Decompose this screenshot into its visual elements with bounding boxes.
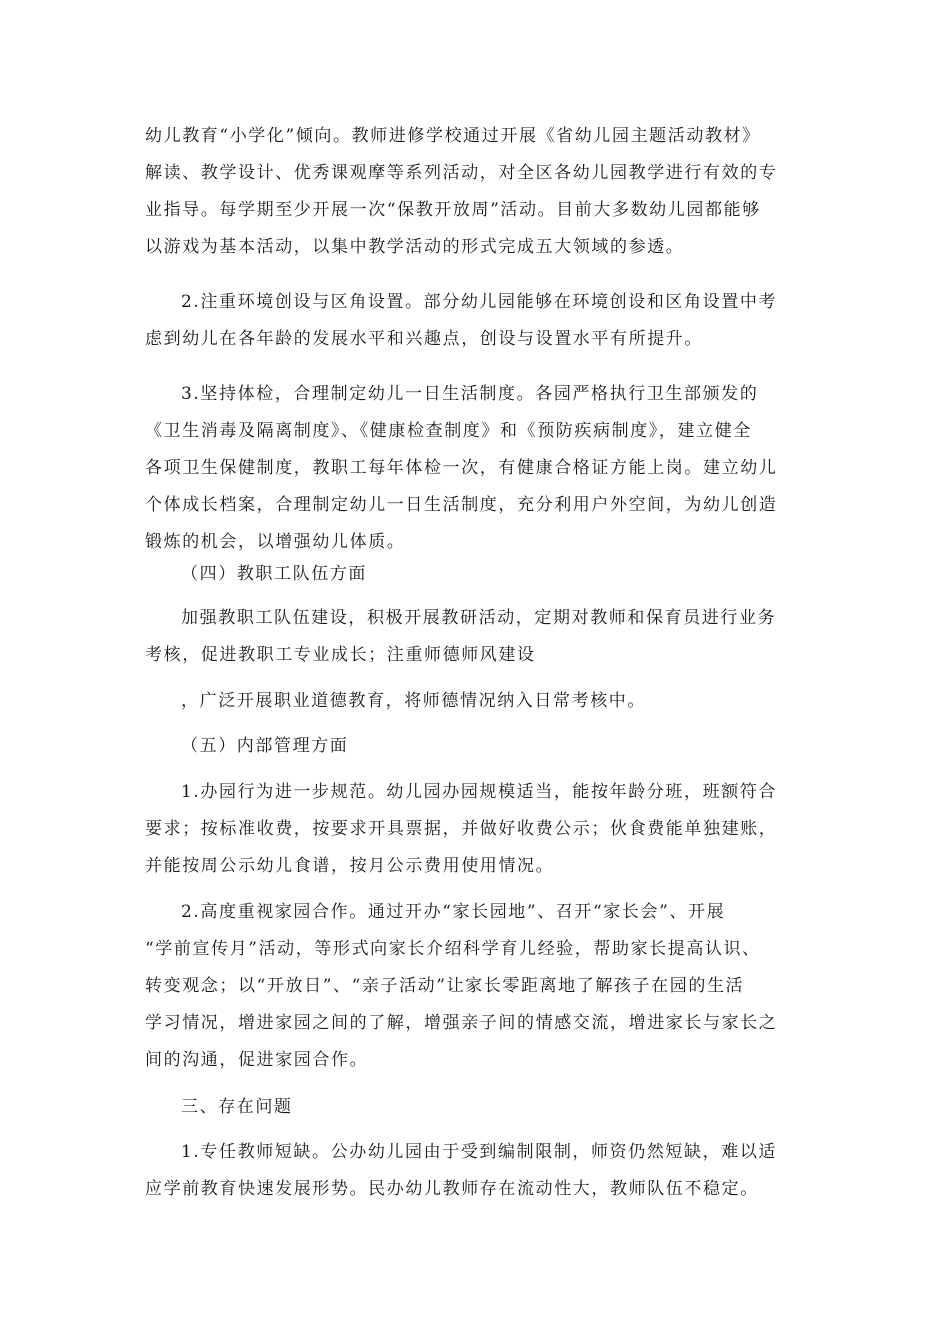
paragraph-teacher-shortage [145, 1134, 810, 1208]
text-line: 间的沟通，促进家园合作。 [145, 1050, 369, 1070]
text-line: 2.高度重视家园合作。通过开办“家长园地”、召开“家长会”、开展 [181, 902, 726, 922]
section-heading: 三、存在问题 [181, 1097, 293, 1117]
section-heading-problems [145, 1089, 810, 1126]
section-heading: （五）内部管理方面 [181, 736, 349, 756]
paragraph-health-checks [145, 376, 810, 561]
text-line: 考核，促进教职工专业成长；注重师德师风建设 [145, 645, 536, 665]
paragraph-staff-building [145, 600, 810, 674]
text-line: 《卫生消毒及隔离制度》、《健康检查制度》和《预防疾病制度》，建立健全 [145, 421, 752, 441]
paragraph-environment-setup [145, 284, 810, 358]
section-heading-staff [145, 556, 810, 593]
text-line: “学前宣传月”活动，等形式向家长介绍科学育儿经验，帮助家长提高认识、 [145, 939, 761, 959]
section-heading-management [145, 728, 810, 765]
text-line: 要求；按标准收费，按要求开具票据，并做好收费公示；伙食费能单独建账， [145, 819, 778, 839]
text-line: 业指导。每学期至少开展一次“保教开放周”活动。目前大多数幼儿园都能够 [145, 200, 761, 220]
text-line: 解读、教学设计、优秀课观摩等系列活动，对全区各幼儿园教学进行有效的专 [145, 163, 778, 183]
text-line: 学习情况，增进家园之间的了解，增强亲子间的情感交流，增进家长与家长之 [145, 1013, 778, 1033]
text-line: 1.办园行为进一步规范。幼儿园办园规模适当，能按年龄分班，班额符合 [181, 782, 778, 802]
text-line: 幼儿教育“小学化”倾向。教师进修学校通过开展《省幼儿园主题活动教材》 [145, 126, 761, 146]
text-line: 锻炼的机会，以增强幼儿体质。 [145, 532, 406, 552]
text-line: 2.注重环境创设与区角设置。部分幼儿园能够在环境创设和区角设置中考 [181, 292, 778, 312]
text-line: 各项卫生保健制度，教职工每年体检一次，有健康合格证方能上岗。建立幼儿 [145, 458, 778, 478]
text-line: 虑到幼儿在各年龄的发展水平和兴趣点，创设与设置水平有所提升。 [145, 329, 703, 349]
text-line: 加强教职工队伍建设，积极开展教研活动，定期对教师和保育员进行业务 [181, 608, 777, 628]
text-line: 转变观念；以“开放日”、“亲子活动”让家长零距离地了解孩子在园的生活 [145, 976, 745, 996]
paragraph-curriculum-guidance [145, 118, 810, 266]
text-line: 3.坚持体检，合理制定幼儿一日生活制度。各园严格执行卫生部颁发的 [181, 384, 759, 404]
text-line: 以游戏为基本活动，以集中教学活动的形式完成五大领域的参透。 [145, 237, 685, 257]
section-heading: （四）教职工队伍方面 [181, 564, 367, 584]
paragraph-ethics-education [145, 683, 810, 720]
paragraph-operation-standards [145, 774, 810, 885]
text-line: 应学前教育快速发展形势。民办幼儿教师存在流动性大，教师队伍不稳定。 [145, 1179, 759, 1199]
text-line: 并能按周公示幼儿食谱，按月公示费用使用情况。 [145, 856, 555, 876]
text-line: 1.专任教师短缺。公办幼儿园由于受到编制限制，师资仍然短缺，难以适 [181, 1142, 778, 1162]
text-line: 个体成长档案，合理制定幼儿一日生活制度，充分利用户外空间，为幼儿创造 [145, 495, 778, 515]
paragraph-home-school-cooperation [145, 894, 810, 1079]
text-line: ，广泛开展职业道德教育，将师德情况纳入日常考核中。 [181, 691, 646, 711]
